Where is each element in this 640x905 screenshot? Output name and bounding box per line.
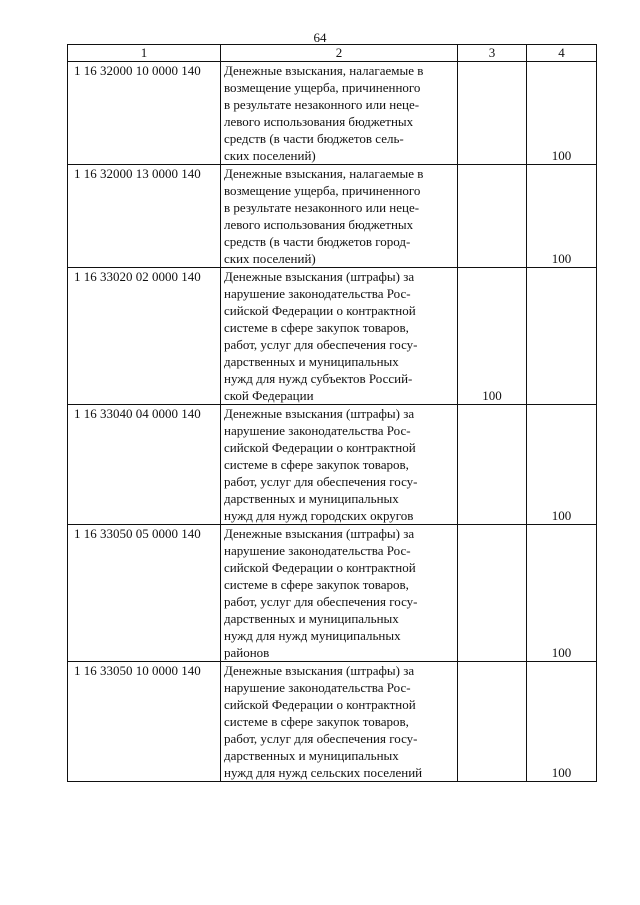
description-text: Денежные взыскания, налагаемые в возмещение ущерба, причиненного в результате незаконного или неце- левого использования бюджетных средств (в части бюджетов город- ских поселений) [224, 166, 424, 266]
description-cell [221, 405, 458, 525]
col3-cell [458, 62, 527, 165]
col4-cell: 100 [527, 62, 597, 165]
table-row [68, 405, 597, 525]
col3-cell: 100 [458, 268, 527, 405]
code-cell: 1 16 33040 04 0000 140 [68, 405, 221, 525]
col4-cell: 100 [527, 405, 597, 525]
table-row [68, 268, 597, 405]
header-col-3: 3 [458, 45, 527, 62]
col3-cell [458, 662, 527, 782]
table-row [68, 662, 597, 782]
header-col-4: 4 [527, 45, 597, 62]
description-cell [221, 165, 458, 268]
code-cell: 1 16 32000 13 0000 140 [68, 165, 221, 268]
description-text: Денежные взыскания (штрафы) за нарушение законодательства Рос- сийской Федерации о контрактной системе в сфере закупок товаров, работ, услуг для обеспечения госу- дарственных и муниципальных нужд для нужд сельских поселений [224, 663, 423, 780]
table-row [68, 525, 597, 662]
description-cell [221, 662, 458, 782]
header-col-1: 1 [68, 45, 221, 62]
header-col-2: 2 [221, 45, 458, 62]
table-row [68, 165, 597, 268]
col3-cell [458, 525, 527, 662]
description-cell [221, 525, 458, 662]
description-text: Денежные взыскания (штрафы) за нарушение законодательства Рос- сийской Федерации о контрактной системе в сфере закупок товаров, работ, услуг для обеспечения госу- дарственных и муниципальных нужд для нужд муниципальных районов [224, 526, 418, 660]
description-cell [221, 268, 458, 405]
code-cell: 1 16 32000 10 0000 140 [68, 62, 221, 165]
col4-cell: 100 [527, 525, 597, 662]
description-text: Денежные взыскания, налагаемые в возмещение ущерба, причиненного в результате незаконного или неце- левого использования бюджетных средств (в части бюджетов сель- ских поселений) [224, 63, 424, 163]
budget-table [67, 44, 597, 782]
description-text: Денежные взыскания (штрафы) за нарушение законодательства Рос- сийской Федерации о контрактной системе в сфере закупок товаров, работ, услуг для обеспечения госу- дарственных и муниципальных нужд для нужд субъектов Россий- ской Федерации [224, 269, 418, 403]
code-cell: 1 16 33050 10 0000 140 [68, 662, 221, 782]
table-row [68, 62, 597, 165]
col4-cell: 100 [527, 165, 597, 268]
col3-cell [458, 165, 527, 268]
col3-cell [458, 405, 527, 525]
col4-cell: 100 [527, 662, 597, 782]
code-cell: 1 16 33050 05 0000 140 [68, 525, 221, 662]
description-text: Денежные взыскания (штрафы) за нарушение законодательства Рос- сийской Федерации о контрактной системе в сфере закупок товаров, работ, услуг для обеспечения госу- дарственных и муниципальных нужд для нужд городских округов [224, 406, 418, 523]
table-header-row [68, 45, 597, 62]
code-cell: 1 16 33020 02 0000 140 [68, 268, 221, 405]
page-number: 64 [313, 30, 327, 45]
description-cell [221, 62, 458, 165]
col4-cell [527, 268, 597, 405]
